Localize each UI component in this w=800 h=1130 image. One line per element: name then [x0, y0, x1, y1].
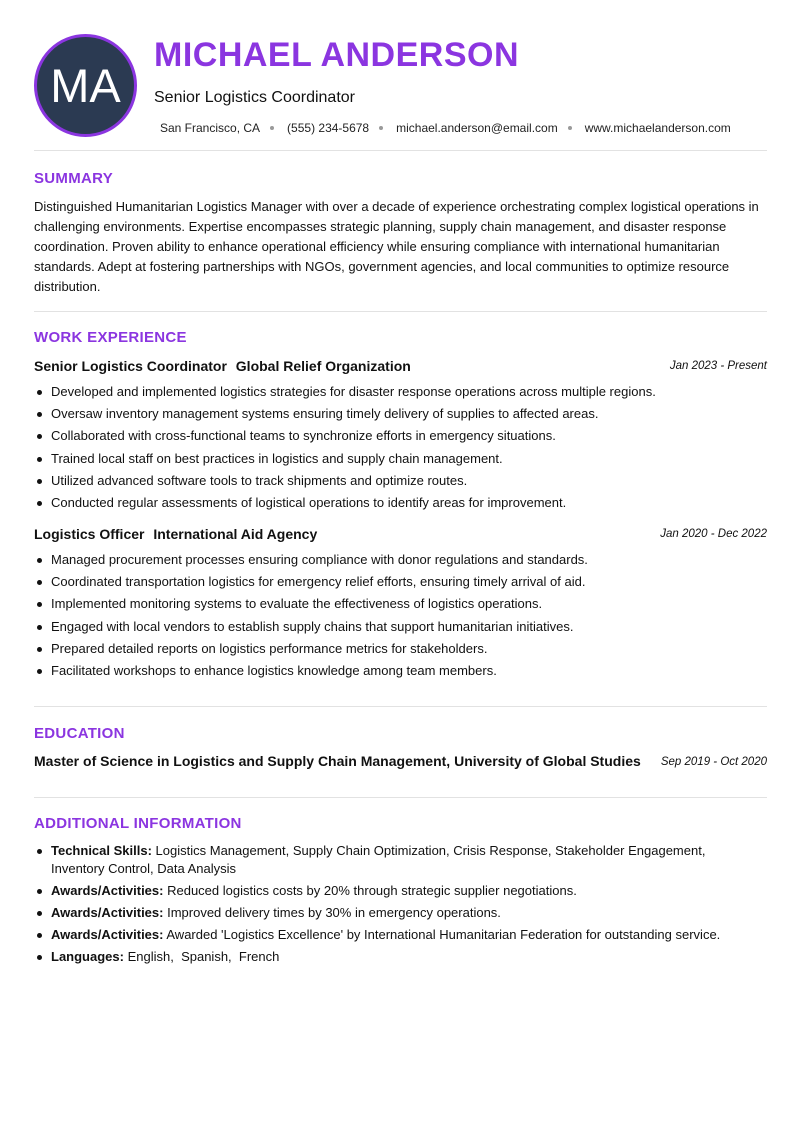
info-label: Awards/Activities: — [51, 905, 164, 920]
list-item — [34, 882, 754, 900]
job-dates: Jan 2023 - Present — [669, 360, 767, 372]
info-label: Awards/Activities: — [51, 883, 164, 898]
job-dates: Jan 2020 - Dec 2022 — [660, 528, 767, 540]
education-dates: Sep 2019 - Oct 2020 — [660, 756, 767, 768]
divider — [34, 150, 767, 151]
info-label: Technical Skills: — [51, 843, 152, 858]
list-item: Collaborated with cross-functional teams to synchronize efforts in emergency situations. — [34, 428, 774, 444]
list-item: Managed procurement processes ensuring compliance with donor regulations and standards. — [34, 552, 774, 568]
list-item: Developed and implemented logistics strategies for disaster response operations across multiple regions. — [34, 384, 774, 400]
contact-website[interactable]: www.michaelanderson.com — [584, 121, 731, 135]
separator-dot — [568, 126, 572, 130]
list-item: Coordinated transportation logistics for emergency relief efforts, ensuring timely arrival of aid. — [34, 574, 774, 590]
summary-text: Distinguished Humanitarian Logistics Manager with over a decade of experience orchestrating complex logistical operations in challenging environments. Expertise encompasses strategic planning, supply chain management, and disaster response coordination. Proven ability to enhance operational efficiency while ensuring compliance with international humanitarian standards. Adept at fostering partnerships with NGOs, government agencies, and local communities to optimize resource distribution. — [34, 199, 759, 294]
education-degree: Master of Science in Logistics and Supply Chain Management, University of Global Studies — [34, 753, 641, 769]
work-experience-heading: WORK EXPERIENCE — [34, 329, 187, 346]
info-text: Reduced logistics costs by 20% through strategic supplier negotiations. — [167, 883, 577, 898]
education-heading: EDUCATION — [34, 725, 125, 742]
candidate-name: MICHAEL ANDERSON — [154, 36, 520, 74]
list-item: Implemented monitoring systems to evaluate the effectiveness of logistics operations. — [34, 596, 774, 612]
info-text: Improved delivery times by 30% in emergency operations. — [167, 905, 501, 920]
info-text: English, Spanish, French — [127, 949, 280, 964]
list-item — [34, 926, 754, 944]
additional-info-list — [34, 842, 754, 970]
info-label: Languages: — [51, 949, 124, 964]
divider — [34, 797, 767, 798]
list-item: Engaged with local vendors to establish supply chains that support humanitarian initiatives. — [34, 619, 774, 635]
additional-info-heading: ADDITIONAL INFORMATION — [34, 815, 242, 832]
job-bullets — [34, 552, 774, 685]
list-item: Prepared detailed reports on logistics performance metrics for stakeholders. — [34, 641, 774, 657]
job-header — [34, 358, 767, 376]
list-item: Utilized advanced software tools to track shipments and optimize routes. — [34, 473, 774, 489]
info-text: Logistics Management, Supply Chain Optimization, Crisis Response, Stakeholder Engagement, Inventory Control, Data Analysis — [51, 843, 706, 876]
resume-header — [34, 34, 767, 138]
divider — [34, 706, 767, 707]
list-item — [34, 948, 754, 966]
job-bullets — [34, 384, 774, 517]
contact-info — [160, 121, 731, 135]
list-item — [34, 904, 754, 922]
divider — [34, 311, 767, 312]
job-header — [34, 526, 767, 544]
info-label: Awards/Activities: — [51, 927, 164, 942]
contact-email[interactable]: michael.anderson@email.com — [396, 121, 558, 135]
info-text: Awarded 'Logistics Excellence' by International Humanitarian Federation for outstanding service. — [166, 927, 721, 942]
separator-dot — [270, 126, 274, 130]
job-role: Senior Logistics Coordinator — [34, 358, 227, 374]
job-organization: Global Relief Organization — [235, 358, 411, 374]
list-item: Facilitated workshops to enhance logistics knowledge among team members. — [34, 663, 774, 679]
avatar — [34, 34, 137, 137]
list-item — [34, 842, 754, 878]
job-role: Logistics Officer — [34, 526, 145, 542]
contact-phone: (555) 234-5678 — [287, 121, 370, 135]
list-item: Oversaw inventory management systems ensuring timely delivery of supplies to affected areas. — [34, 406, 774, 422]
education-entry — [34, 753, 767, 769]
list-item: Conducted regular assessments of logistical operations to identify areas for improvement. — [34, 495, 774, 511]
candidate-title: Senior Logistics Coordinator — [154, 89, 355, 106]
job-organization: International Aid Agency — [153, 526, 318, 542]
list-item: Trained local staff on best practices in logistics and supply chain management. — [34, 451, 774, 467]
contact-location: San Francisco, CA — [160, 121, 261, 135]
summary-heading: SUMMARY — [34, 170, 114, 187]
avatar-initials: MA — [50, 59, 121, 112]
separator-dot — [379, 126, 383, 130]
